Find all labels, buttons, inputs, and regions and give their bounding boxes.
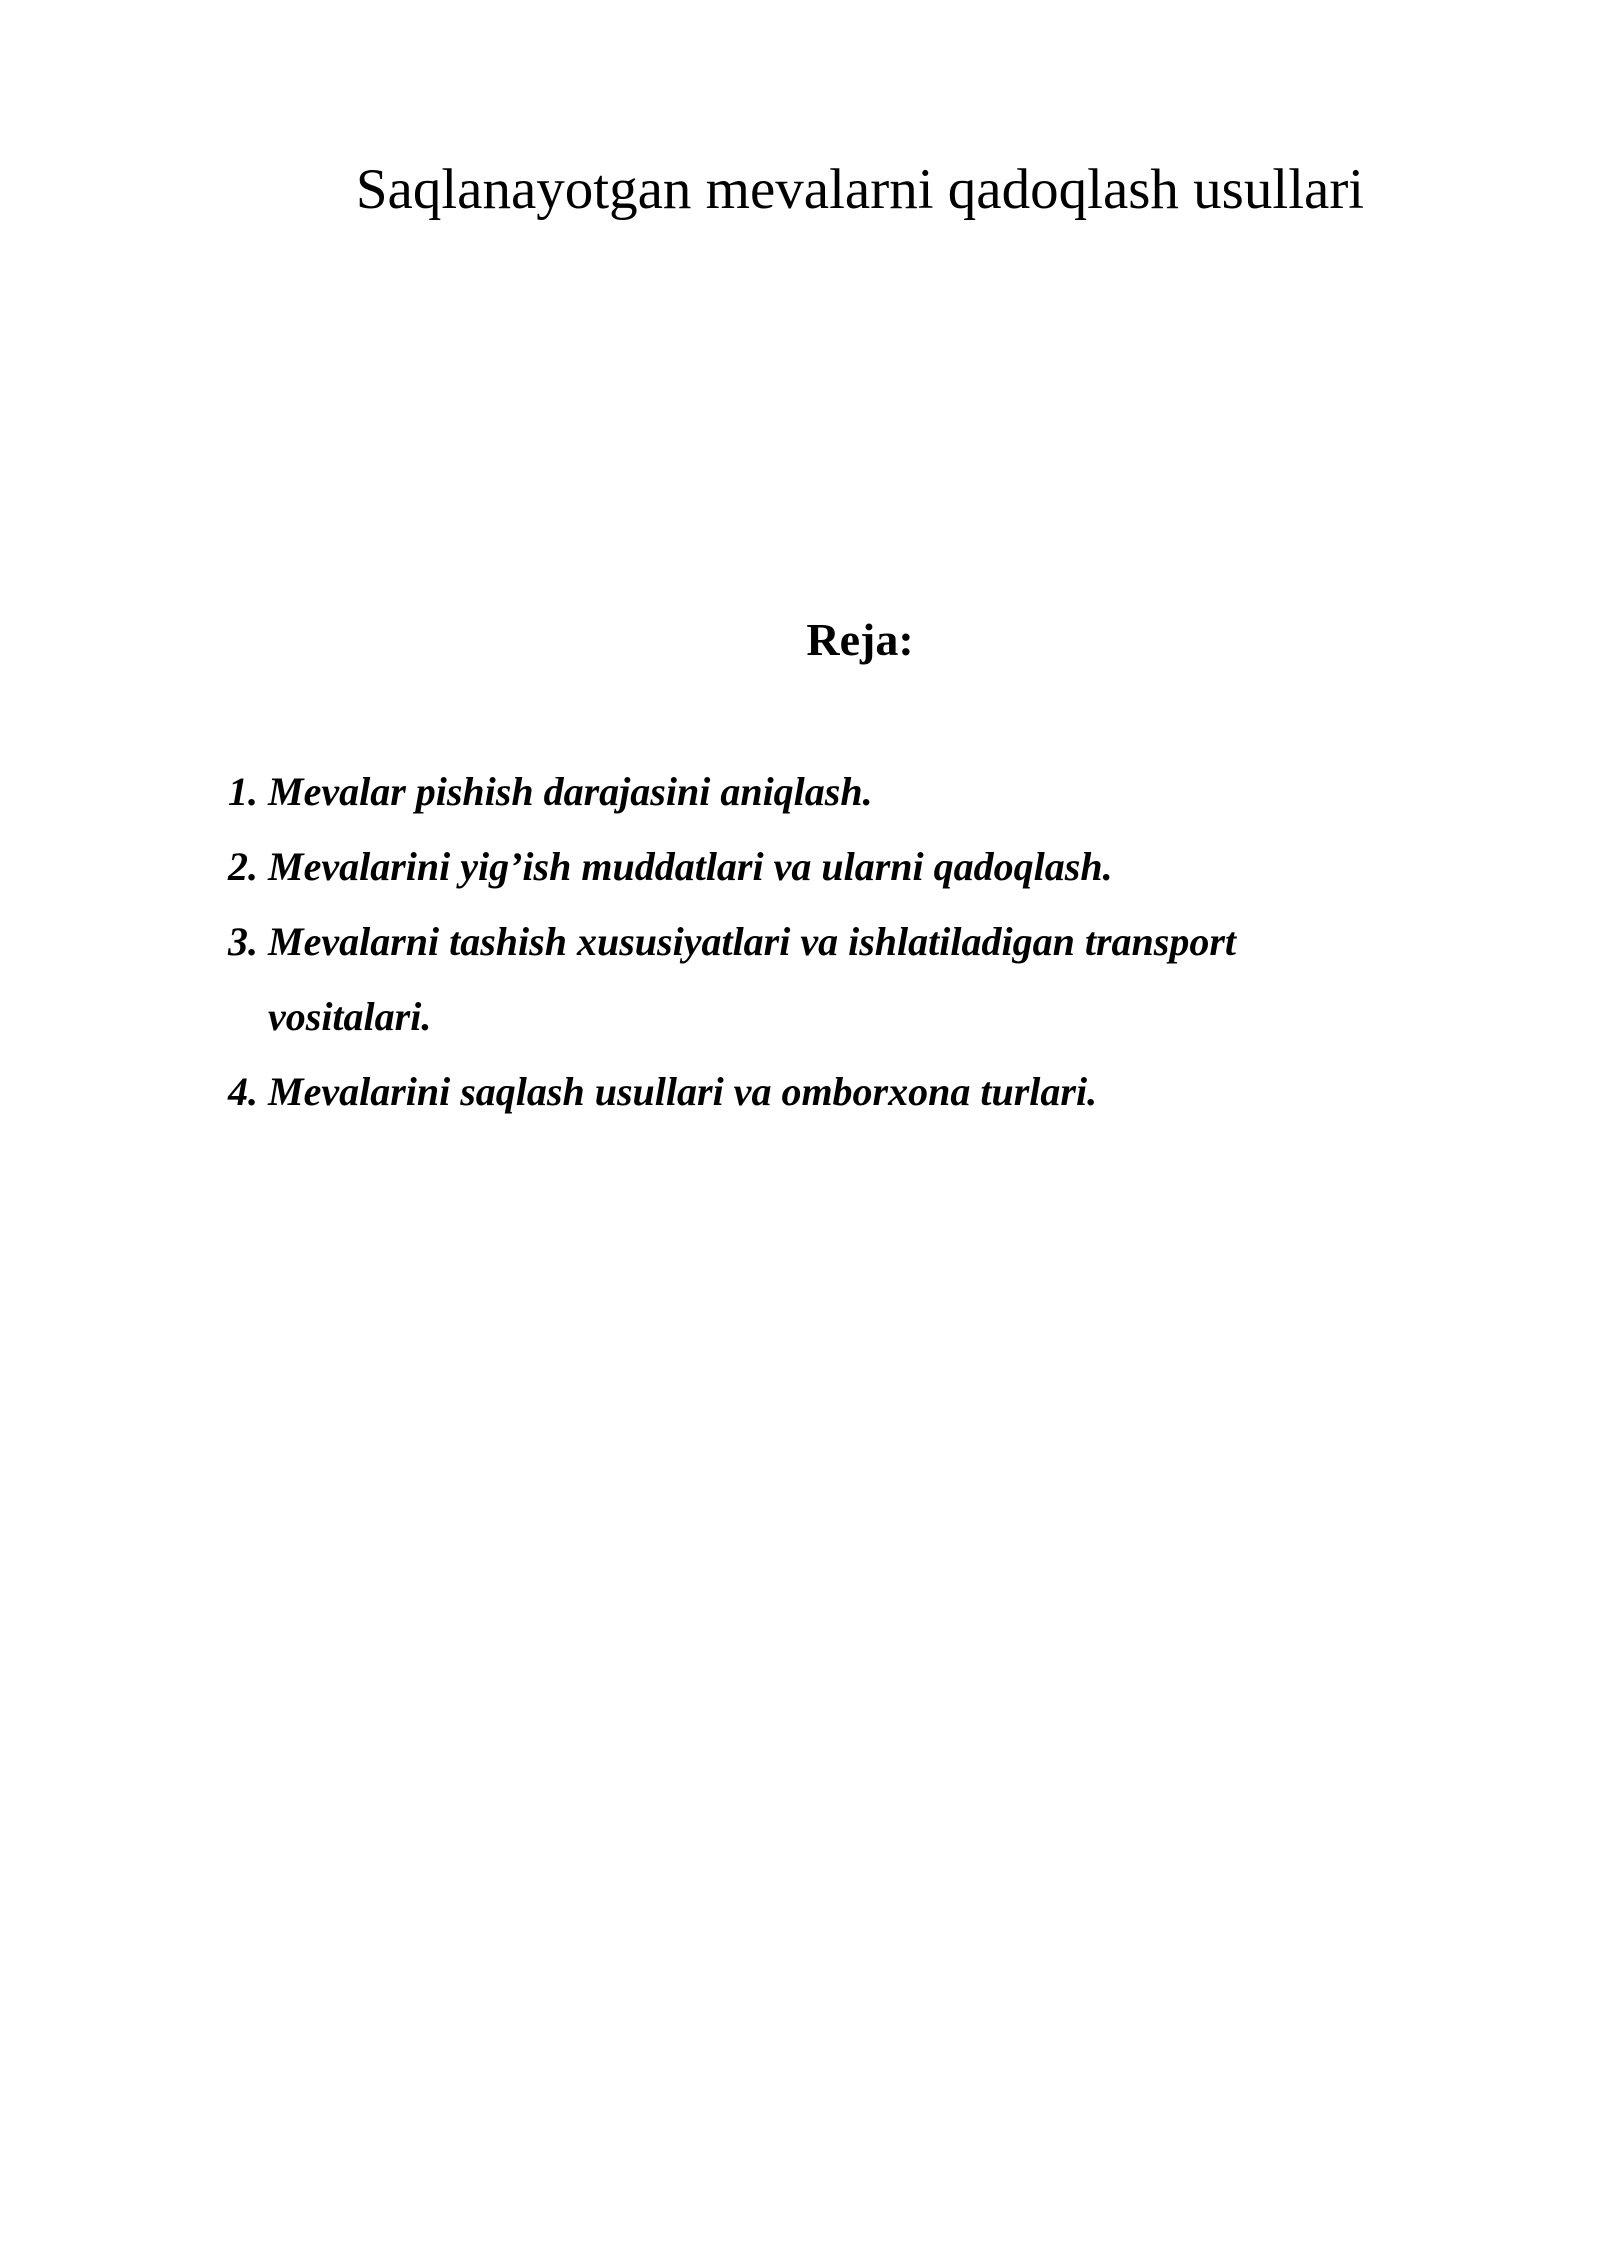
document-title: Saqlanayotgan mevalarni qadoqlash usullari xyxy=(355,158,1365,221)
plan-item xyxy=(228,1054,1348,1129)
plan-item-number: 3. xyxy=(228,919,258,964)
plan-item-number: 2. xyxy=(228,844,258,889)
plan-item-text: Mevalarini yig’ish muddatlari va ularni qadoqlash. xyxy=(268,844,1113,889)
plan-item-text: Mevalar pishish darajasini aniqlash. xyxy=(268,769,873,814)
plan-heading: Reja: xyxy=(806,614,914,665)
plan-item-number: 4. xyxy=(228,1069,258,1114)
plan-item xyxy=(228,754,1348,829)
plan-list xyxy=(228,754,1348,1129)
plan-item-text: Mevalarni tashish xususiyatlari va ishlatiladigan transport vositalari. xyxy=(268,919,1237,1039)
plan-item xyxy=(228,904,1348,1054)
plan-item xyxy=(228,829,1348,904)
plan-item-number: 1. xyxy=(228,769,258,814)
plan-item-text: Mevalarini saqlash usullari va omborxona turlari. xyxy=(268,1069,1098,1114)
